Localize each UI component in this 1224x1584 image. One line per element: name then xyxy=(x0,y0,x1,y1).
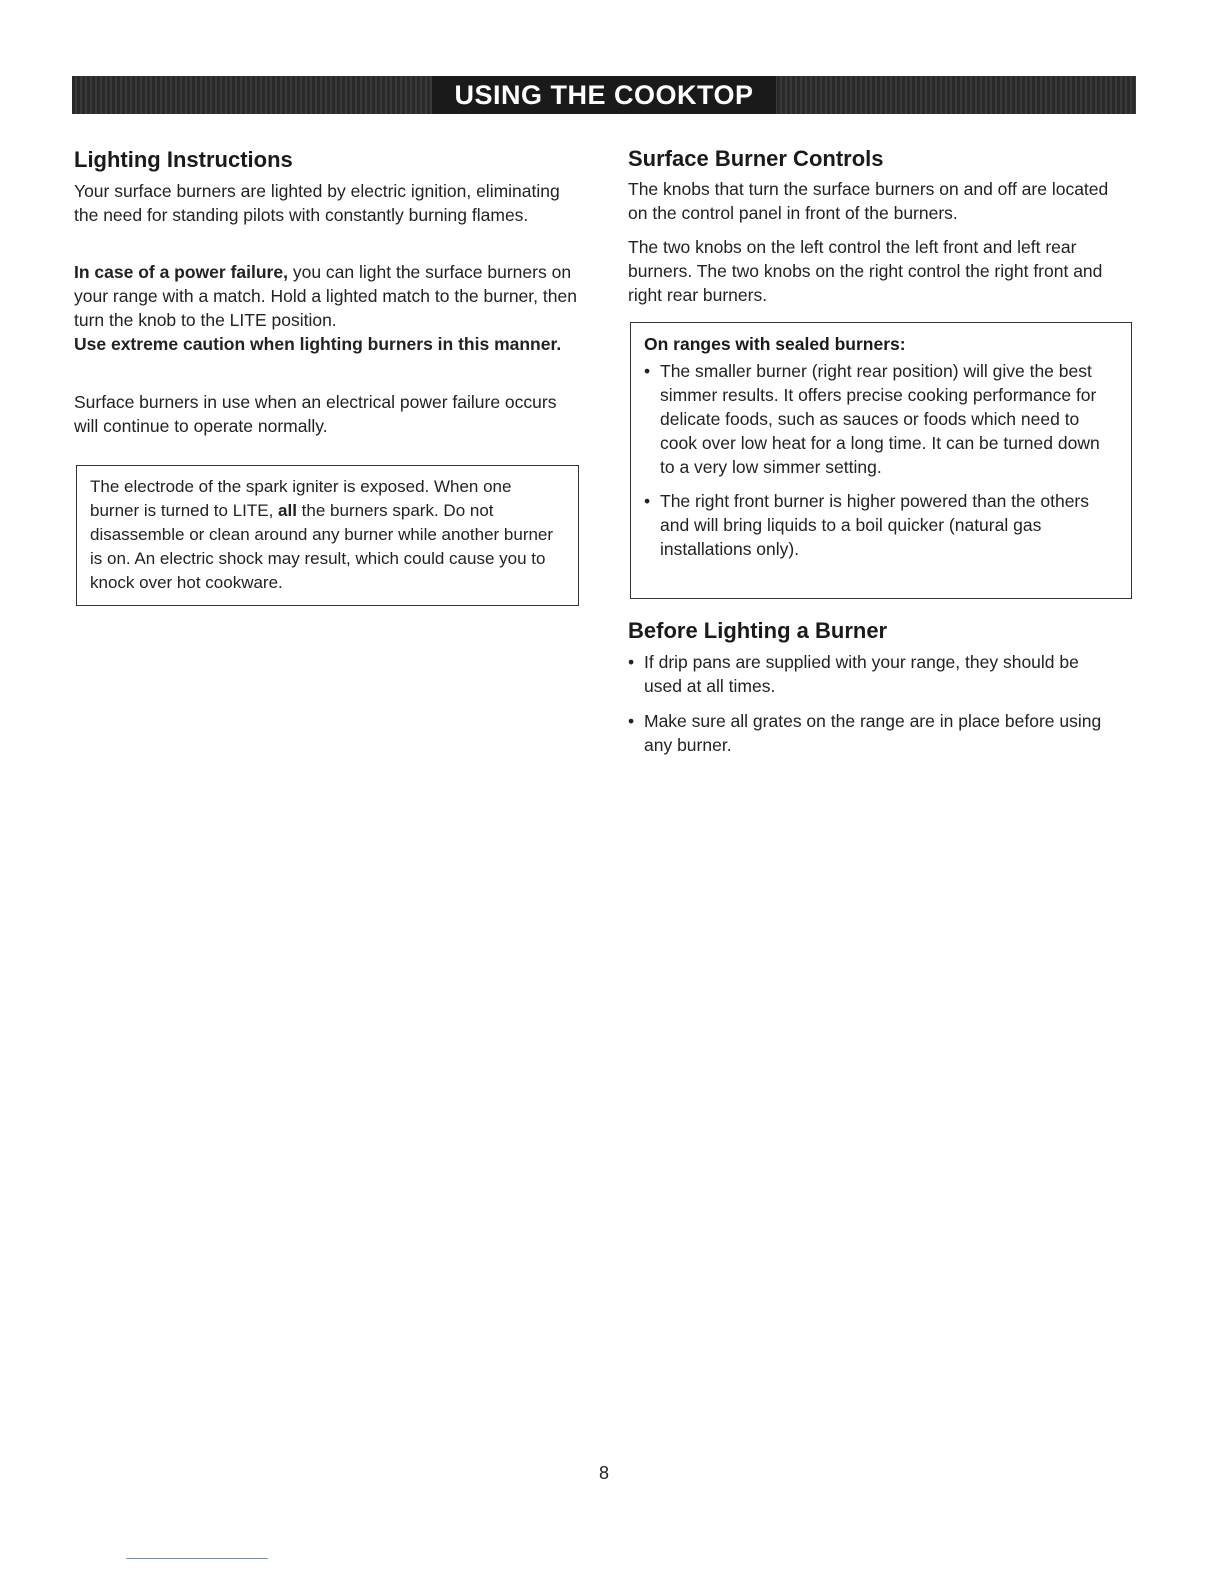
warning-bold: all xyxy=(278,501,297,520)
section-banner xyxy=(72,76,1136,114)
sealed-burners-heading: On ranges with sealed burners: xyxy=(644,334,906,354)
page-number: 8 xyxy=(598,1463,609,1483)
banner-title: USING THE COOKTOP xyxy=(454,79,754,110)
footer-divider xyxy=(126,1558,268,1559)
lighting-caution: Use extreme caution when lighting burners in this manner. xyxy=(74,334,562,354)
surface-controls-para-2: The two knobs on the left control the left front and left rear burners. The two knobs on the right control the right front and right rear burners. xyxy=(628,237,1103,305)
bullet-glyph: • xyxy=(628,711,635,731)
bullet-glyph: • xyxy=(644,491,651,511)
lighting-para-1: Your surface burners are lighted by electric ignition, eliminating the need for standing pilots with constantly burning flames. xyxy=(74,181,560,225)
lighting-para-power-failure xyxy=(74,260,584,332)
lighting-para-3: Surface burners in use when an electrical power failure occurs will continue to operate normally. xyxy=(74,392,557,436)
sealed-burners-list xyxy=(644,359,1113,561)
list-item: • The right front burner is higher powered than the others and will bring liquids to a boil quicker (natural gas installations only). xyxy=(644,491,1089,559)
warning-text xyxy=(90,475,564,595)
power-failure-lead: In case of a power failure, xyxy=(74,262,288,282)
sealed-burners-box xyxy=(630,322,1132,599)
surface-controls-para-1: The knobs that turn the surface burners on and off are located on the control panel in front of the burners. xyxy=(628,179,1109,223)
banner-band xyxy=(432,76,775,114)
lighting-instructions-heading: Lighting Instructions xyxy=(74,147,293,172)
warning-text-after: the burners spark. Do not disassemble or clean around any burner while another burner is on. An electric shock may result, which could cause you to knock over hot cookware. xyxy=(90,501,554,592)
list-item: • The smaller burner (right rear position) will give the best simmer results. It offers precise cooking performance for delicate foods, such as sauces or foods which need to cook over low heat for a long time. It can be turned down to a very low simmer setting. xyxy=(644,361,1100,477)
before-lighting-list xyxy=(628,650,1118,757)
warning-text-before: The electrode of the spark igniter is exposed. When one burner is turned to LITE, xyxy=(90,477,512,520)
bullet-glyph: • xyxy=(644,361,651,381)
power-failure-text: you can light the surface burners on your range with a match. Hold a lighted match to the burner, then turn the knob to the LITE position. xyxy=(74,262,577,330)
before-lighting-heading: Before Lighting a Burner xyxy=(628,618,888,643)
surface-controls-heading: Surface Burner Controls xyxy=(628,146,884,171)
bullet-glyph: • xyxy=(628,652,635,672)
list-item: • Make sure all grates on the range are in place before using any burner. xyxy=(628,711,1102,755)
warning-box xyxy=(76,465,579,606)
list-item: • If drip pans are supplied with your range, they should be used at all times. xyxy=(628,652,1079,696)
